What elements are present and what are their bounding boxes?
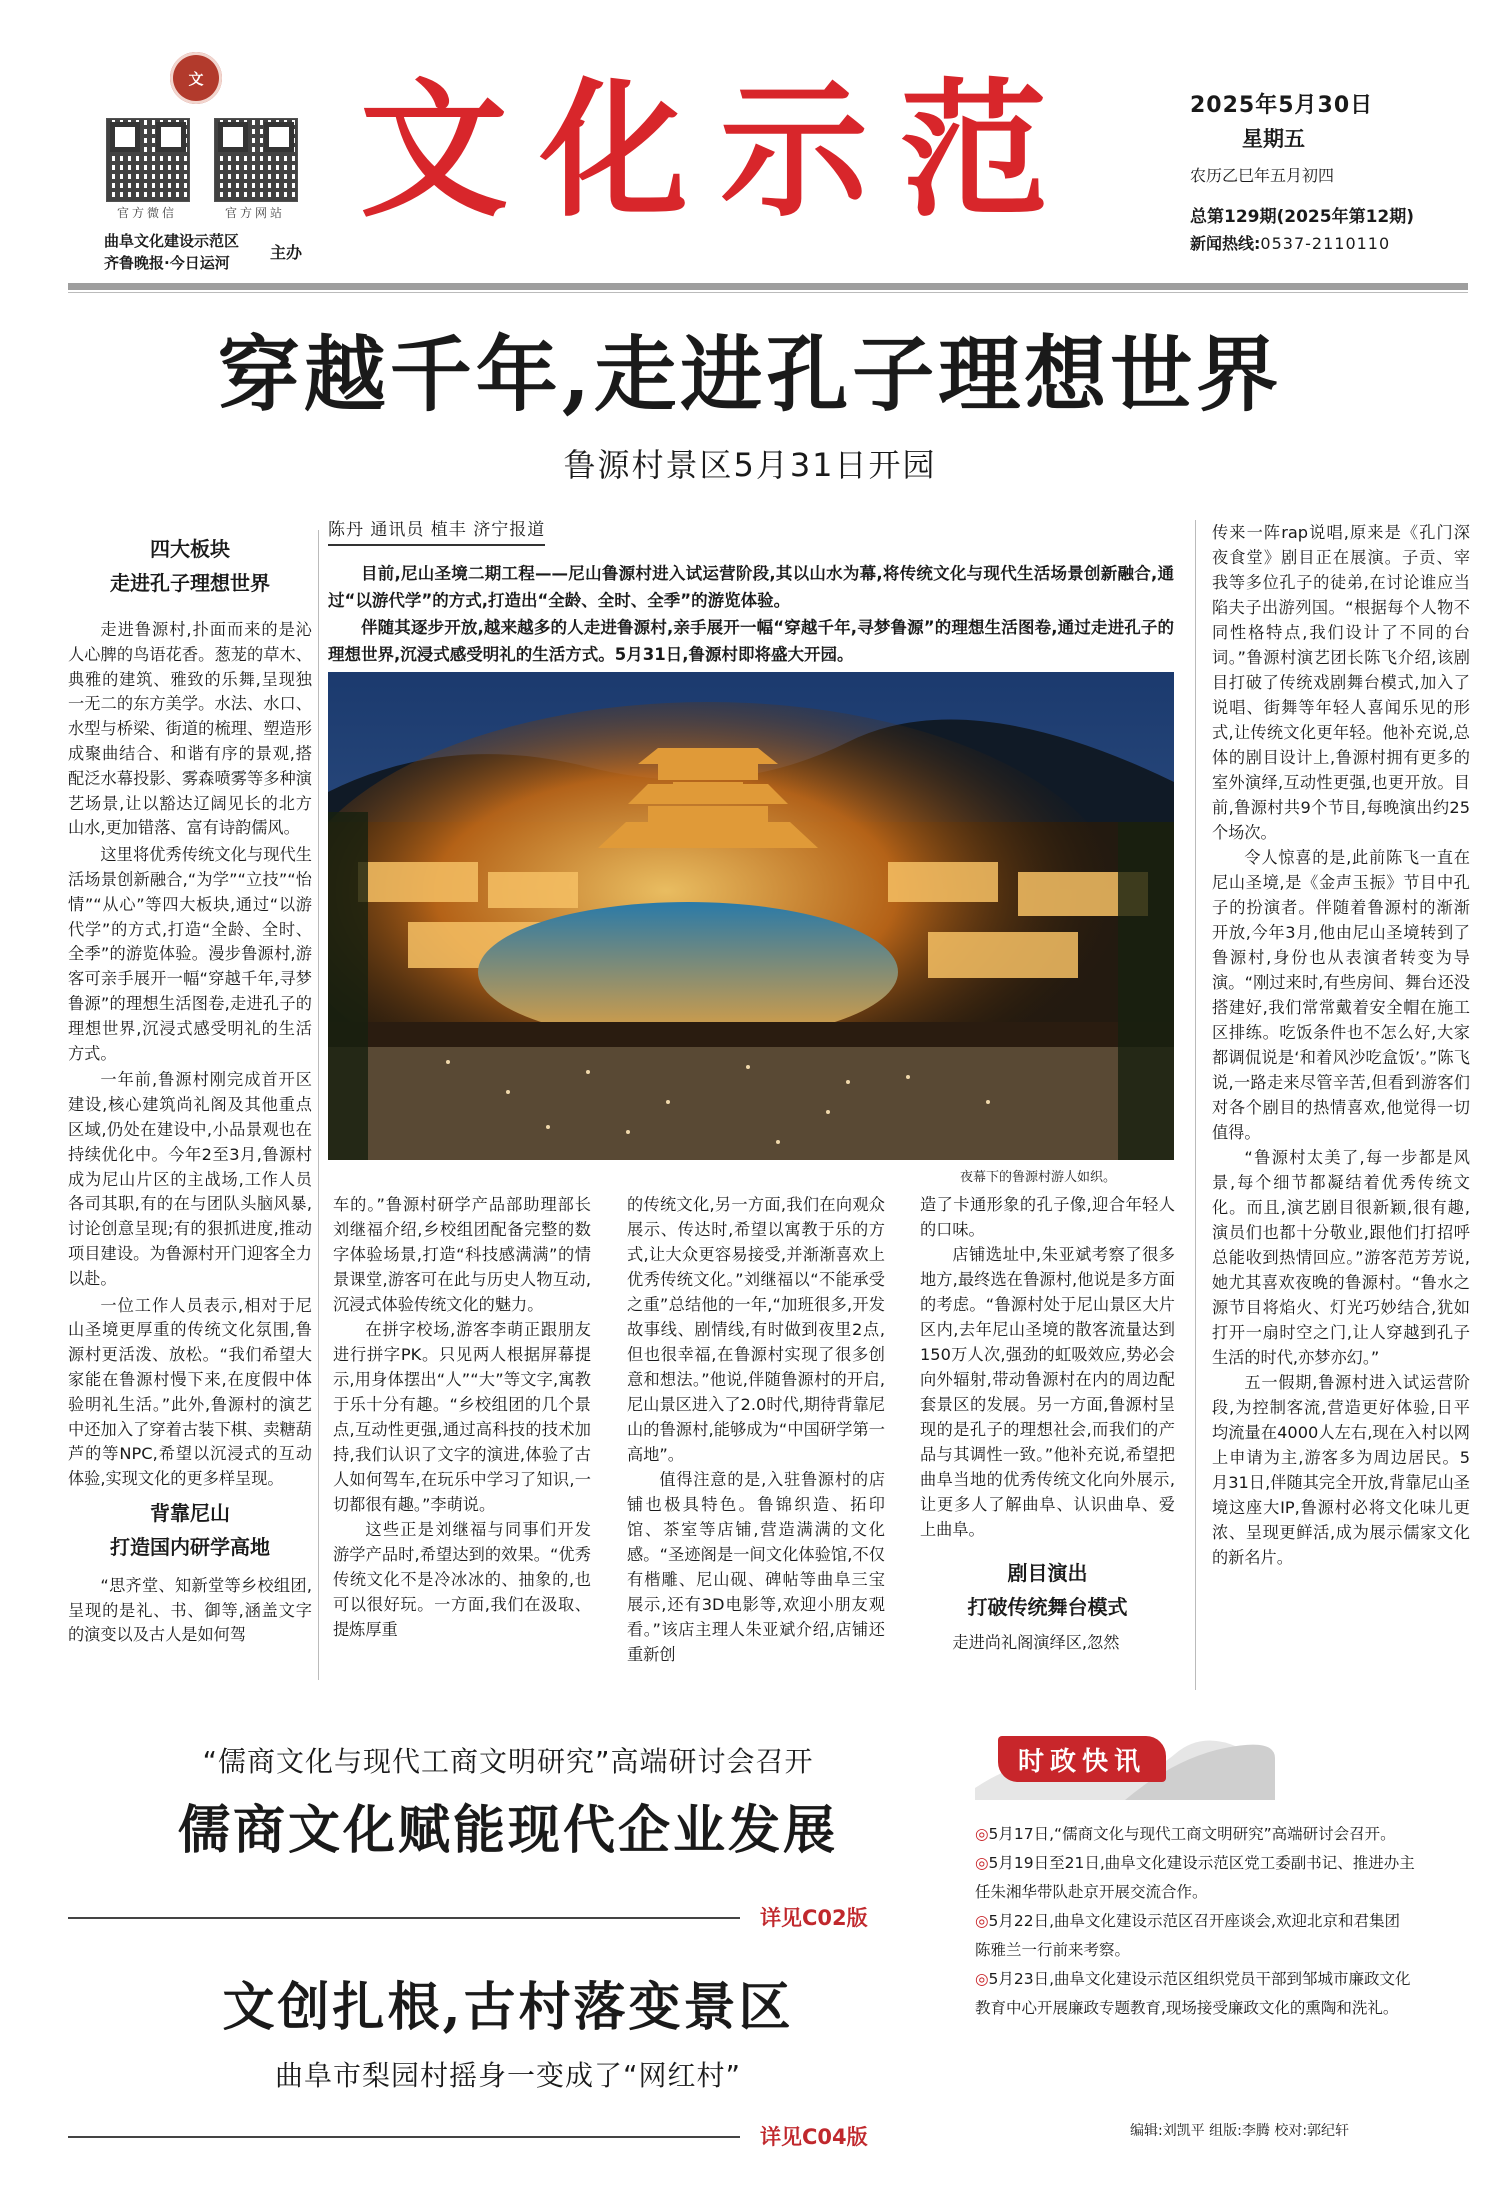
news-brief-item[interactable]: ◎5月23日,曲阜文化建设示范区组织党员干部到邹城市廉政文化教育中心开展廉政专题教育,现场接受廉政文化的熏陶和洗礼。 [975, 1970, 1411, 2017]
night-scene-photo[interactable] [328, 672, 1174, 1160]
body-paragraph: 走进鲁源村,扑面而来的是沁人心脾的鸟语花香。葱茏的草木、典雅的建筑、雅致的乐舞,呈现独一无二的东方美学。水法、水口、水型与桥梁、街道的梳理、塑造形成聚曲结合、和谐有序的景观,搭配泛水幕投影、雾森喷雾等多种演艺场景,让以豁达辽阔见长的北方山水,更加错落、富有诗韵儒风。 [68, 620, 312, 838]
section-heading-1: 四大板块 走进孔子理想世界 [110, 537, 270, 595]
column-4 [920, 1192, 1175, 1655]
sub-headline: 鲁源村景区5月31日开园 [563, 446, 937, 484]
body-paragraph: 在拼字校场,游客李萌正跟朋友进行拼字PK。只见两人根据屏幕提示,用身体摆出“人”“大”等文字,寓教于乐十分有趣。“乡校组团的几个景点,互动性更强,通过高科技的技术加持,我们认识了文字的演进,体验了古人如何驾车,在玩乐中学习了知识,一切都很有趣。”李萌说。 [333, 1320, 591, 1514]
teaser-1-kicker: “儒商文化与现代工商文明研究”高端研讨会召开 [202, 1745, 814, 1778]
byline: 陈丹 通讯员 植丰 济宁报道 [328, 515, 545, 546]
body-paragraph: 这里将优秀传统文化与现代生活场景创新融合,“为学”“立技”“怡情”“从心”等四大板块,通过“以游代学”的方式,打造“全龄、全时、全季”的游览体验。漫步鲁源村,游客可亲手展开一幅“穿越千年,寻梦鲁源”的理想生活图卷,走进孔子的理想世界,沉浸式感受明礼的生活方式。 [68, 845, 312, 1063]
column-divider [318, 530, 319, 1680]
news-brief-item[interactable]: ◎5月19日至21日,曲阜文化建设示范区党工委副书记、推进办主任朱湘华带队赴京开展交流合作。 [975, 1854, 1415, 1901]
column-3 [627, 1192, 885, 1667]
teaser-2-see-page-link[interactable]: 详见C04版 [760, 2125, 868, 2149]
qr-label-wechat: 官方微信 [116, 206, 177, 220]
issue-number: 总第129期(2025年第12期) [1190, 207, 1414, 227]
lead-paragraph: 伴随其逐步开放,越来越多的人走进鲁源村,亲手展开一幅“穿越千年,寻梦鲁源”的理想生活图卷,通过走进孔子的理想世界,沉浸式感受明礼的生活方式。5月31日,鲁源村即将盛大开园。 [328, 618, 1174, 664]
news-brief-list [975, 1820, 1415, 2023]
body-paragraph: 的传统文化,另一方面,我们在向观众展示、传达时,希望以寓教于乐的方式,让大众更容易接受,并渐渐喜欢上优秀传统文化。”刘继福以“不能承受之重”总结他的一年,“加班很多,开发故事线、剧情线,有时做到夜里2点,但也很幸福,在鲁源村实现了很多创意和想法。”他说,伴随鲁源村的开启,尼山景区进入了2.0时代,期待背靠尼山的鲁源村,能够成为“中国研学第一高地”。 [627, 1195, 885, 1464]
lead-paragraph: 目前,尼山圣境二期工程——尼山鲁源村进入试运营阶段,其以山水为幕,将传统文化与现代生活场景创新融合,通过“以游代学”的方式,打造出“全龄、全时、全季”的游览体验。 [328, 564, 1174, 610]
body-paragraph: 店铺选址中,朱亚斌考察了很多地方,最终选在鲁源村,他说是多方面的考虑。“鲁源村处于尼山景区大片区内,去年尼山圣境的散客流量达到150万人次,强劲的虹吸效应,势必会向外辐射,带动鲁源村在内的周边配套景区的发展。另一方面,鲁源村呈现的是孔子的理想社会,而我们的产品与其调性一致。”他补充说,希望把曲阜当地的优秀传统文化向外展示,让更多人了解曲阜、认识曲阜、爱上曲阜。 [920, 1245, 1175, 1539]
body-paragraph: 车的。”鲁源村研学产品部助理部长刘继福介绍,乡校组团配备完整的数字体验场景,打造“科技感满满”的情景课堂,游客可在此与历史人物互动,沉浸式体验传统文化的魅力。 [333, 1195, 591, 1314]
issue-weekday: 星期五 [1242, 127, 1305, 151]
newspaper-seal-logo: 文 [170, 52, 222, 104]
teaser-2-title: 文创扎根,古村落变景区 [222, 1977, 794, 2038]
issue-date: 2025年5月30日 [1190, 93, 1374, 118]
publisher-1: 曲阜文化建设示范区 [104, 232, 240, 250]
publisher-2: 齐鲁晚报·今日运河 [104, 254, 230, 272]
wechat-qr-code[interactable] [106, 118, 190, 202]
main-headline: 穿越千年,走进孔子理想世界 [217, 327, 1283, 423]
teaser-2-rule [68, 2136, 740, 2138]
news-brief-title: 时政快讯 [998, 1736, 1166, 1782]
body-paragraph: 传来一阵rap说唱,原来是《孔门深夜食堂》剧目正在展演。子贡、宰我等多位孔子的徒弟,在讨论谁应当陷夫子出游列国。“根据每个人物不同性格特点,我们设计了不同的台词。”鲁源村演艺团长陈飞介绍,该剧目打破了传统戏剧舞台模式,加入了说唱、街舞等年轻人喜闻乐见的形式,让传统文化更年轻。他补充说,总体的剧目设计上,鲁源村拥有更多的室外演绎,互动性更强,也更开放。目前,鲁源村共9个节目,每晚演出约25个场次。 [1212, 523, 1470, 842]
photo-caption: 夜幕下的鲁源村游人如织。 [960, 1170, 1117, 1185]
newspaper-title: 文化示范 [360, 63, 1080, 237]
date-block [1190, 88, 1414, 254]
body-paragraph: 值得注意的是,入驻鲁源村的店铺也极具特色。鲁锦织造、拓印馆、茶室等店铺,营造满满的文化感。“圣迹阁是一间文化体验馆,不仅有楷雕、尼山砚、碑帖等曲阜三宝展示,还有3D电影等,欢迎小朋友观看。”该店主理人朱亚斌介绍,店铺还重新创 [627, 1470, 885, 1664]
teaser-1-see-page-link[interactable]: 详见C02版 [760, 1906, 868, 1930]
masthead-divider-thin [68, 292, 1468, 293]
teaser-2[interactable] [68, 1965, 948, 2094]
teaser-1-title: 儒商文化赋能现代企业发展 [177, 1800, 838, 1861]
column-1 [68, 532, 312, 1650]
column-2 [333, 1192, 591, 1642]
body-paragraph: 令人惊喜的是,此前陈飞一直在尼山圣境,是《金声玉振》节目中孔子的扮演者。伴随着鲁源村的渐渐开放,今年3月,他由尼山圣境转到了鲁源村,身份也从表演者转变为导演。“刚过来时,有些房间、舞台还没搭建好,我们常常戴着安全帽在施工区排练。吃饭条件也不怎么好,大家都调侃说是‘和着风沙吃盒饭’。”陈飞说,一路走来尽管辛苦,但看到游客们对各个剧目的热情喜欢,他觉得一切值得。 [1212, 848, 1470, 1142]
body-paragraph: “思齐堂、知新堂等乡校组团,呈现的是礼、书、御等,涵盖文字的演变以及古人是如何驾 [68, 1575, 312, 1645]
photo-illustration [328, 672, 1174, 1160]
hotline-number: 0537-2110110 [1260, 234, 1391, 253]
body-paragraph: “鲁源村太美了,每一步都是风景,每个细节都凝结着优秀传统文化。而且,演艺剧目很新颖,很有趣,演员们也都十分敬业,跟他们打招呼总能收到热情回应。”游客范芳芳说,她尤其喜欢夜晚的鲁源村。“鲁水之源节目将焰火、灯光巧妙结合,犹如打开一扇时空之门,让人穿越到孔子生活的时代,亦梦亦幻。” [1212, 1148, 1470, 1367]
section-heading-3: 剧目演出 打破传统舞台模式 [967, 1561, 1128, 1619]
teaser-2-kicker: 曲阜市梨园村摇身一变成了“网红村” [274, 2059, 741, 2092]
lead-paragraphs [328, 560, 1174, 668]
teaser-1[interactable] [68, 1740, 948, 1863]
news-brief-item[interactable]: ◎5月17日,“儒商文化与现代工商文明研究”高端研讨会召开。 [975, 1825, 1396, 1843]
publisher-list [104, 230, 239, 274]
lunar-date: 农历乙巳年五月初四 [1190, 166, 1335, 185]
masthead-divider [68, 283, 1468, 290]
qr-label-website: 官方网站 [224, 206, 285, 220]
body-paragraph: 五一假期,鲁源村进入试运营阶段,为控制客流,营造更好体验,日平均流量在4000人左右,现在入村以网上申请为主,游客多为周边居民。5月31日,伴随其完全开放,背靠尼山圣境这座大IP,鲁源村必将文化味儿更浓、呈现更鲜活,成为展示儒家文化的新名片。 [1212, 1373, 1470, 1567]
body-paragraph: 这些正是刘继福与同事们开发游学产品时,希望达到的效果。“优秀传统文化不是冷冰冰的、抽象的,也可以很好玩。一方面,我们在汲取、提炼厚重 [333, 1520, 591, 1639]
column-divider [1195, 520, 1196, 1690]
column-5 [1212, 520, 1470, 1570]
body-paragraph: 一年前,鲁源村刚完成首开区建设,核心建筑尚礼阁及其他重点区域,仍处在建设中,小品景观也在持续优化中。今年2至3月,鲁源村成为尼山片区的主战场,工作人员各司其职,有的在与团队头脑风暴,讨论创意呈现;有的狠抓进度,推动项目建设。为鲁源村开门迎客全力以赴。 [68, 1070, 312, 1288]
body-paragraph: 造了卡通形象的孔子像,迎合年轻人的口味。 [920, 1195, 1175, 1239]
section-heading-2: 背靠尼山 打造国内研学高地 [110, 1500, 270, 1559]
publisher-suffix: 主办 [270, 243, 303, 262]
body-paragraph: 一位工作人员表示,相对于尼山圣境更厚重的传统文化氛围,鲁源村更活泼、放松。“我们希望大家能在鲁源村慢下来,在度假中体验明礼生活。”此外,鲁源村的演艺中还加入了穿着古装下棋、卖糖葫芦的等NPC,希望以沉浸式的互动体验,实现文化的更多样呈现。 [68, 1295, 312, 1489]
body-paragraph: 走进尚礼阁演绎区,忽然 [952, 1633, 1120, 1652]
teaser-1-rule [68, 1917, 740, 1919]
news-brief-item[interactable]: ◎5月22日,曲阜文化建设示范区召开座谈会,欢迎北京和君集团陈雅兰一行前来考察。 [975, 1912, 1400, 1959]
news-hotline: 新闻热线:0537-2110110 [1190, 234, 1391, 253]
website-qr-code[interactable] [214, 118, 298, 202]
editor-credits: 编辑:刘凯平 组版:李腾 校对:郭纪轩 [1130, 2123, 1350, 2139]
